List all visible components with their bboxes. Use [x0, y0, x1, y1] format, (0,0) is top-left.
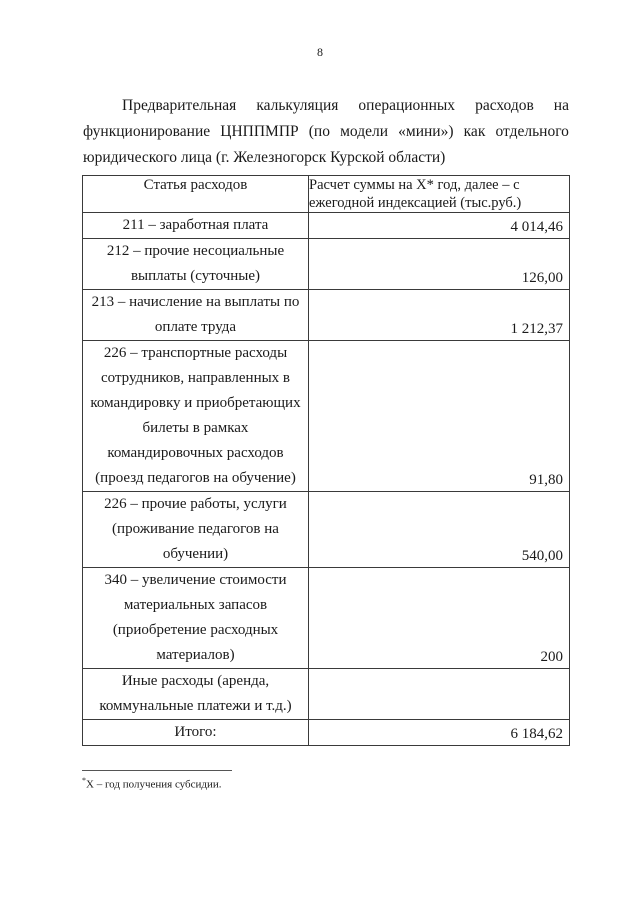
heading-word: функционирование: [83, 123, 211, 140]
heading-line-1: [83, 97, 569, 115]
expense-item-line: сотрудников, направленных в: [100, 370, 291, 386]
expense-item-line: Итого:: [174, 724, 217, 740]
expense-item-cell: [83, 290, 309, 341]
table-row: [83, 669, 570, 720]
expense-amount-cell: 540,00: [309, 492, 570, 568]
expense-item-line: материалов): [156, 647, 235, 663]
expense-item-line: материальных запасов: [123, 597, 268, 613]
expense-amount-cell: [309, 669, 570, 720]
table-header-row: [83, 176, 570, 213]
expense-item-line: 340 – увеличение стоимости: [104, 572, 287, 588]
table-row: [83, 341, 570, 492]
heading-line-3: юридического лица (г. Железногорск Курской области): [83, 149, 446, 166]
heading-word: отдельного: [495, 123, 569, 140]
expense-table: [82, 175, 570, 746]
expense-item-line: 212 – прочие несоциальные: [106, 243, 285, 259]
expense-amount-cell: 6 184,62: [309, 720, 570, 746]
header-amount: Расчет суммы на Х* год, далее – с ежегодной индексацией (тыс.руб.): [309, 176, 570, 213]
expense-item-line: командировку и приобретающих: [90, 395, 301, 411]
expense-amount-cell: 4 014,46: [309, 213, 570, 239]
table-row: [83, 239, 570, 290]
expense-item-cell: [83, 720, 309, 746]
expense-item-cell: [83, 568, 309, 669]
expense-item-line: Иные расходы (аренда,: [121, 673, 270, 689]
expense-item-line: командировочных расходов: [107, 445, 284, 461]
expense-item-cell: [83, 239, 309, 290]
expense-item-cell: [83, 341, 309, 492]
heading-word: ЦНППМПР: [220, 123, 299, 140]
page-number: 8: [317, 45, 323, 59]
expense-item-line: (приобретение расходных: [112, 622, 279, 638]
expense-item-cell: [83, 669, 309, 720]
expense-item-line: обучении): [162, 546, 229, 562]
heading-word: калькуляция: [256, 97, 339, 114]
footnote-divider: [82, 770, 232, 771]
expense-item-line: оплате труда: [154, 319, 237, 335]
heading-word: на: [553, 97, 569, 114]
heading-word: Предварительная: [122, 97, 237, 114]
expense-amount-cell: 126,00: [309, 239, 570, 290]
expense-amount-cell: 200: [309, 568, 570, 669]
expense-item-cell: [83, 213, 309, 239]
expense-item-line: 213 – начисление на выплаты по: [91, 294, 300, 310]
expense-item-line: (проезд педагогов на обучение): [95, 470, 296, 486]
expense-amount-cell: 91,80: [309, 341, 570, 492]
footnote-text: Х – год получения субсидии.: [86, 778, 222, 791]
expense-amount-cell: 1 212,37: [309, 290, 570, 341]
heading-word: модели: [340, 123, 389, 140]
expense-item-line: (проживание педагогов на: [112, 521, 279, 537]
expense-item-cell: [83, 492, 309, 568]
header-item: Статья расходов: [83, 176, 309, 213]
expense-item-line: коммунальные платежи и т.д.): [99, 698, 292, 714]
expense-item-line: 226 – транспортные расходы: [103, 345, 288, 361]
table-row: [83, 720, 570, 746]
table-row: [83, 492, 570, 568]
heading-word: операционных: [358, 97, 456, 114]
heading-word: расходов: [475, 97, 534, 114]
heading-word: «мини»): [398, 123, 454, 140]
heading-word: как: [463, 123, 486, 140]
footnote-marker: *: [82, 776, 86, 785]
table-row: [83, 213, 570, 239]
expense-item-line: 226 – прочие работы, услуги: [104, 496, 287, 512]
expense-item-line: билеты в рамках: [142, 420, 249, 436]
table-body: [83, 213, 570, 746]
expense-item-line: выплаты (суточные): [130, 268, 261, 284]
heading-word: (по: [308, 123, 330, 140]
heading-line-2: [83, 123, 569, 141]
table-row: [83, 290, 570, 341]
expense-item-line: 211 – заработная плата: [122, 217, 269, 233]
table-row: [83, 568, 570, 669]
footnote: [82, 776, 222, 791]
